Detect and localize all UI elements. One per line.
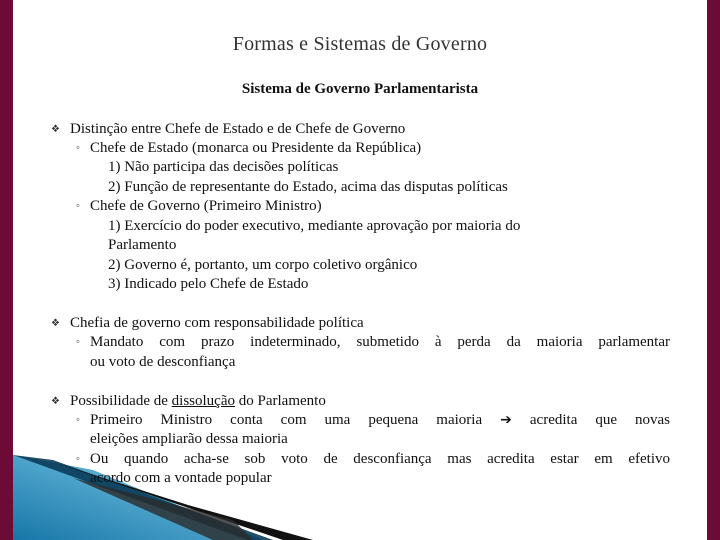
- slide-subtitle: Sistema de Governo Parlamentarista: [241, 81, 479, 97]
- bullet-3-sub-1b: eleições ampliarão dessa maioria: [90, 431, 288, 447]
- bullet-1-sub-2-item-1a: 1) Exercício do poder executivo, mediante aprovação por maioria do: [108, 218, 521, 234]
- slide: [13, 0, 707, 540]
- bullet-1-sub-2-item-1b: Parlamento: [108, 237, 177, 253]
- bullet-3-text: Possibilidade de dissolução do Parlamento: [70, 393, 326, 409]
- bullet-1-sub-2-item-2: 2) Governo é, portanto, um corpo coletivo orgânico: [108, 257, 418, 273]
- bullet-icon: ❖: [51, 396, 60, 407]
- bullet-1-sub-2: Chefe de Governo (Primeiro Ministro): [90, 198, 322, 214]
- bullet-icon: ❖: [51, 318, 60, 329]
- slide-content: [13, 0, 707, 540]
- bullet-2-sub-1b: ou voto de desconfiança: [90, 354, 236, 370]
- bullet-1-sub-1-item-2: 2) Função de representante do Estado, acima das disputas políticas: [108, 179, 508, 195]
- bullet-1-sub-1-item-1: 1) Não participa das decisões políticas: [108, 159, 339, 175]
- sub-bullet-icon: ◦: [76, 453, 80, 465]
- sub-bullet-icon: ◦: [76, 414, 80, 426]
- bullet-icon: ❖: [51, 124, 60, 135]
- bullet-1-sub-2-item-3: 3) Indicado pelo Chefe de Estado: [108, 276, 309, 292]
- bullet-3-sub-2b: acordo com a vontade popular: [90, 470, 272, 486]
- slide-title: Formas e Sistemas de Governo: [232, 33, 488, 55]
- bullet-1-text: Distinção entre Chefe de Estado e de Chefe de Governo: [70, 121, 406, 137]
- bullet-1-sub-1: Chefe de Estado (monarca ou Presidente da República): [90, 140, 422, 156]
- sub-bullet-icon: ◦: [76, 200, 80, 212]
- sub-bullet-icon: ◦: [76, 336, 80, 348]
- right-arrow-icon: ➔: [500, 412, 512, 428]
- bullet-2-sub-1a: Mandato com prazo indeterminado, submetido à perda da maioria parlamentar: [90, 334, 670, 350]
- sub-bullet-icon: ◦: [76, 142, 80, 154]
- bullet-2-text: Chefia de governo com responsabilidade política: [70, 315, 364, 331]
- bullet-3-sub-2a: Ou quando acha-se sob voto de desconfiança mas acredita estar em efetivo: [90, 451, 670, 467]
- bullet-3-sub-1a: Primeiro Ministro conta com uma pequena maioria ➔ acredita que novas: [90, 412, 671, 428]
